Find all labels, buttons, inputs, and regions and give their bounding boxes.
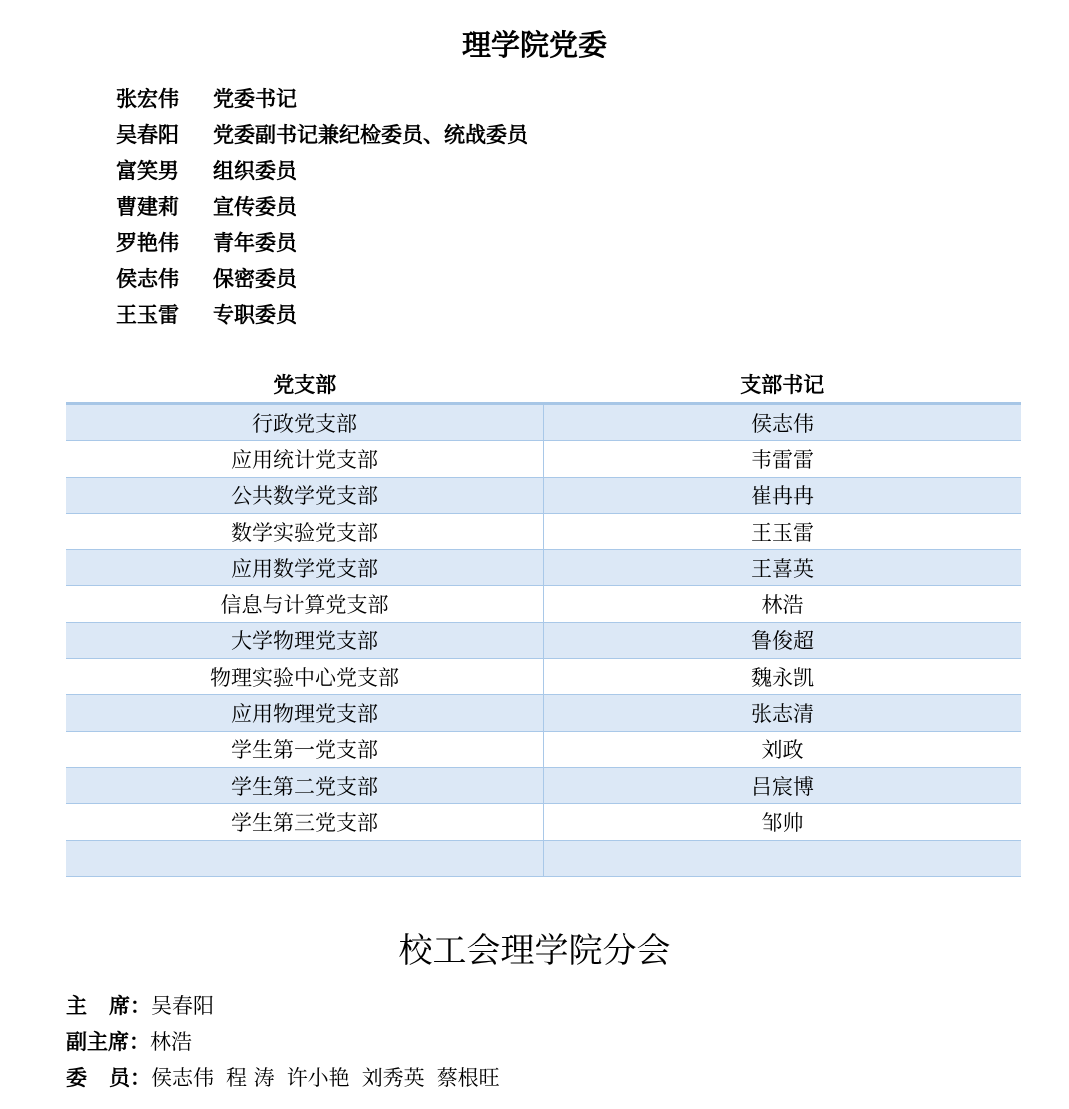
- branch-name-cell: 信息与计算党支部: [66, 586, 544, 622]
- committee-member-name: 蔡根旺: [436, 1066, 500, 1090]
- branch-name-cell: 数学实验党支部: [66, 513, 544, 549]
- committee-member-name: 程 涛: [226, 1066, 275, 1090]
- branch-name-cell: 物理实验中心党支部: [66, 659, 544, 695]
- branch-name-cell: [66, 840, 544, 876]
- branch-column-header: 党支部: [66, 366, 544, 404]
- branch-name-cell: 大学物理党支部: [66, 622, 544, 658]
- secretary-cell: 崔冉冉: [544, 477, 1022, 513]
- table-row: [66, 767, 1021, 803]
- committee-member: [116, 117, 528, 153]
- table-row: [66, 622, 1021, 658]
- table-row: [66, 550, 1021, 586]
- branch-name-cell: 学生第一党支部: [66, 731, 544, 767]
- union-roster: [66, 988, 512, 1096]
- secretary-cell: 邹帅: [544, 804, 1022, 840]
- member-role: 青年委员: [213, 231, 297, 255]
- member-name: 富笑男: [116, 159, 179, 183]
- committee-member: [116, 225, 528, 261]
- secretary-cell: 鲁俊超: [544, 622, 1022, 658]
- committee-member: [116, 297, 528, 333]
- branch-name-cell: 应用数学党支部: [66, 550, 544, 586]
- union-committee-row: [66, 1060, 512, 1096]
- table-header-row: [66, 366, 1021, 404]
- secretary-cell: 刘政: [544, 731, 1022, 767]
- branch-name-cell: 学生第二党支部: [66, 767, 544, 803]
- secretary-cell: [544, 840, 1022, 876]
- secretary-cell: 侯志伟: [544, 404, 1022, 441]
- table-row: [66, 513, 1021, 549]
- table-row: [66, 659, 1021, 695]
- member-role: 组织委员: [213, 159, 297, 183]
- member-name: 张宏伟: [116, 87, 179, 111]
- committee-member: [116, 189, 528, 225]
- committee-member: [116, 81, 528, 117]
- table-row: [66, 731, 1021, 767]
- member-role: 宣传委员: [213, 195, 297, 219]
- committee-member: [116, 261, 528, 297]
- table-row: [66, 695, 1021, 731]
- branch-name-cell: 行政党支部: [66, 404, 544, 441]
- chair-label: 主 席：: [66, 994, 151, 1018]
- party-branch-table: [66, 366, 1021, 877]
- union-chair-row: [66, 988, 512, 1024]
- secretary-cell: 王玉雷: [544, 513, 1022, 549]
- table-row: [66, 586, 1021, 622]
- member-role: 党委副书记兼纪检委员、统战委员: [213, 123, 528, 147]
- chair-name: 吴春阳: [151, 994, 214, 1018]
- union-vice-chair-row: [66, 1024, 512, 1060]
- secretary-cell: 王喜英: [544, 550, 1022, 586]
- committee-member-name: 刘秀英: [361, 1066, 425, 1090]
- member-role: 专职委员: [213, 303, 297, 327]
- branch-name-cell: 应用统计党支部: [66, 441, 544, 477]
- member-name: 王玉雷: [116, 303, 179, 327]
- member-role: 党委书记: [213, 87, 297, 111]
- table-row-empty: [66, 840, 1021, 876]
- table-row: [66, 477, 1021, 513]
- table-row: [66, 404, 1021, 441]
- committee-label: 委 员：: [66, 1066, 151, 1090]
- committee-member-name: 侯志伟: [151, 1066, 214, 1090]
- secretary-cell: 张志清: [544, 695, 1022, 731]
- member-name: 罗艳伟: [116, 231, 179, 255]
- secretary-cell: 吕宸博: [544, 767, 1022, 803]
- secretary-column-header: 支部书记: [544, 366, 1022, 404]
- secretary-cell: 林浩: [544, 586, 1022, 622]
- party-committee-member-list: [116, 81, 528, 333]
- table-row: [66, 441, 1021, 477]
- committee-member: [116, 153, 528, 189]
- party-committee-title: 理学院党委: [461, 28, 607, 62]
- branch-name-cell: 公共数学党支部: [66, 477, 544, 513]
- secretary-cell: 魏永凯: [544, 659, 1022, 695]
- branch-name-cell: 应用物理党支部: [66, 695, 544, 731]
- secretary-cell: 韦雷雷: [544, 441, 1022, 477]
- vice-chair-label: 副主席：: [66, 1030, 150, 1054]
- member-name: 侯志伟: [116, 267, 179, 291]
- member-name: 曹建莉: [116, 195, 179, 219]
- committee-member-name: 许小艳: [286, 1066, 350, 1090]
- table-row: [66, 804, 1021, 840]
- member-role: 保密委员: [213, 267, 297, 291]
- union-title: 校工会理学院分会: [398, 931, 671, 971]
- vice-chair-name: 林浩: [150, 1030, 192, 1054]
- member-name: 吴春阳: [116, 123, 179, 147]
- branch-name-cell: 学生第三党支部: [66, 804, 544, 840]
